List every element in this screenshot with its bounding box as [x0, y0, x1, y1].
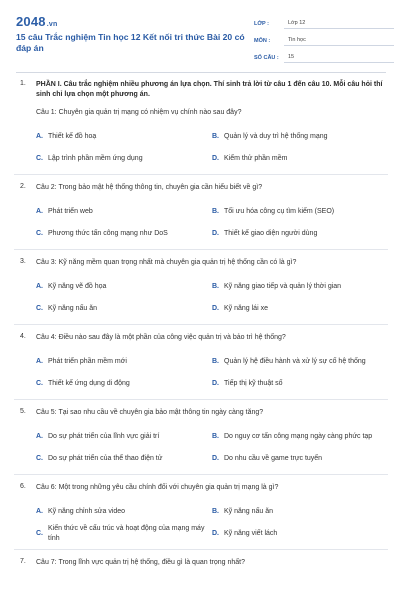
option-text: Do sự phát triển của lĩnh vực giải trí [48, 433, 160, 440]
option-letter: B. [212, 358, 219, 365]
question-4 [14, 333, 388, 395]
option-text: Tối ưu hóa công cụ tìm kiếm (SEO) [224, 208, 335, 215]
part-instructions: PHẦN I. Câu trắc nghiệm nhiều phương án lựa chọn. Thí sinh trả lời từ câu 1 đến câu 10. Mỗi câu hỏi thí sinh chỉ lựa chọn một phương án. [36, 81, 383, 98]
option-letter: C. [36, 455, 43, 462]
option-d[interactable] [212, 448, 388, 470]
item-number: 2. [20, 183, 26, 190]
item-number: 6. [20, 483, 26, 490]
meta-label: LỚP : [254, 21, 269, 27]
option-a[interactable] [36, 126, 212, 148]
option-letter: D. [212, 455, 219, 462]
option-letter: A. [36, 133, 43, 140]
option-letter: B. [212, 283, 219, 290]
question-6 [14, 483, 388, 545]
options [36, 351, 388, 395]
question-divider [14, 174, 388, 175]
option-b[interactable] [212, 276, 388, 298]
question-divider [14, 474, 388, 475]
option-text: Quản lý hệ điều hành và xử lý sự cố hệ thống [224, 358, 366, 365]
part-heading [14, 80, 388, 100]
option-text: Do nguy cơ tấn công mạng ngày càng phức tạp [224, 433, 373, 440]
option-letter: B. [212, 133, 219, 140]
option-letter: C. [36, 380, 43, 387]
option-text: Kiến thức về cấu trúc và hoạt động của mạng máy tính [48, 525, 205, 542]
option-text: Kỹ năng viết lách [224, 530, 278, 537]
option-text: Kỹ năng vẽ đồ họa [48, 283, 107, 290]
logo-tld: .vn [46, 21, 58, 28]
item-number: 5. [20, 408, 26, 415]
question-7 [14, 558, 388, 568]
options [36, 201, 388, 245]
option-letter: C. [36, 530, 43, 537]
meta-label: SỐ CÂU : [254, 55, 279, 61]
item-number: 3. [20, 258, 26, 265]
option-c[interactable] [36, 523, 212, 545]
question-text: Câu 5: Tại sao nhu cầu về chuyên gia bảo mật thông tin ngày càng tăng? [36, 409, 264, 416]
options [36, 126, 388, 170]
option-letter: C. [36, 230, 43, 237]
question-divider [14, 399, 388, 400]
option-letter: D. [212, 305, 219, 312]
header [16, 12, 388, 68]
option-c[interactable] [36, 298, 212, 320]
option-d[interactable] [212, 298, 388, 320]
option-letter: B. [212, 508, 219, 515]
option-text: Do sự phát triển của thể thao điện tử [48, 455, 163, 462]
question-text: Câu 2: Trong bảo mật hệ thống thông tin, chuyên gia cần hiểu biết về gì? [36, 184, 263, 191]
option-text: Thiết kế giao diện người dùng [224, 230, 318, 237]
question-list [14, 80, 388, 568]
option-text: Thiết kế ứng dụng di động [48, 380, 130, 387]
meta-row-count [254, 48, 394, 63]
question-text: Câu 3: Kỹ năng mềm quan trọng nhất mà chuyên gia quản trị hệ thống cần có là gì? [36, 259, 297, 266]
option-d[interactable] [212, 523, 388, 545]
option-letter: B. [212, 208, 219, 215]
option-a[interactable] [36, 201, 212, 223]
question-2 [14, 183, 388, 245]
meta-row-grade [254, 14, 394, 29]
option-text: Kỹ năng chỉnh sửa video [48, 508, 126, 515]
option-letter: D. [212, 230, 219, 237]
option-letter: D. [212, 155, 219, 162]
option-letter: A. [36, 508, 43, 515]
question-text: Câu 6: Một trong những yêu cầu chính đối với chuyên gia quản trị mạng là gì? [36, 484, 279, 491]
option-text: Phát triển web [48, 208, 93, 215]
document-title: 15 câu Trắc nghiệm Tin học 12 Kết nối tri thức Bài 20 có đáp án [16, 32, 245, 53]
option-letter: D. [212, 530, 219, 537]
question-text: Câu 1: Chuyên gia quản trị mạng có nhiệm vụ chính nào sau đây? [36, 109, 242, 116]
option-letter: C. [36, 155, 43, 162]
option-c[interactable] [36, 148, 212, 170]
options [36, 501, 388, 545]
question-divider [14, 324, 388, 325]
option-b[interactable] [212, 201, 388, 223]
question-divider [14, 249, 388, 250]
option-letter: D. [212, 380, 219, 387]
site-logo[interactable] [16, 14, 57, 29]
option-letter: C. [36, 305, 43, 312]
option-d[interactable] [212, 148, 388, 170]
option-a[interactable] [36, 276, 212, 298]
option-a[interactable] [36, 351, 212, 373]
option-text: Quản lý và duy trì hệ thống mạng [224, 133, 328, 140]
item-number: 7. [20, 558, 26, 565]
option-letter: A. [36, 283, 43, 290]
option-text: Tiếp thị kỹ thuật số [224, 380, 283, 387]
meta-label: MÔN : [254, 38, 271, 44]
option-text: Thiết kế đồ hoạ [48, 133, 97, 140]
item-number: 1. [20, 80, 26, 87]
option-letter: A. [36, 433, 43, 440]
option-d[interactable] [212, 223, 388, 245]
question-1 [14, 108, 388, 170]
option-letter: A. [36, 208, 43, 215]
option-text: Phương thức tấn công mạng như DoS [48, 230, 168, 237]
meta-value: Lớp 12 [284, 20, 394, 29]
option-a[interactable] [36, 501, 212, 523]
option-letter: B. [212, 433, 219, 440]
option-text: Kỹ năng lái xe [224, 305, 268, 312]
options [36, 426, 388, 470]
meta-value: Tin học [284, 37, 394, 46]
option-text: Kỹ năng giao tiếp và quản lý thời gian [224, 283, 342, 290]
option-a[interactable] [36, 426, 212, 448]
option-c[interactable] [36, 373, 212, 395]
option-d[interactable] [212, 373, 388, 395]
question-text: Câu 7: Trong lĩnh vực quản trị hệ thống, điều gì là quan trọng nhất? [36, 559, 245, 566]
meta-row-subject [254, 31, 394, 46]
option-b[interactable] [212, 501, 388, 523]
item-number: 4. [20, 333, 26, 340]
options [36, 276, 388, 320]
logo-text: 2048 [16, 14, 46, 29]
option-b[interactable] [212, 426, 388, 448]
option-c[interactable] [36, 448, 212, 470]
header-divider [16, 72, 386, 73]
option-text: Kỹ năng nấu ăn [48, 305, 98, 312]
option-text: Lập trình phần mềm ứng dụng [48, 155, 143, 162]
option-text: Kỹ năng nấu ăn [224, 508, 274, 515]
meta-value: 15 [284, 54, 394, 63]
question-5 [14, 408, 388, 470]
option-c[interactable] [36, 223, 212, 245]
option-b[interactable] [212, 126, 388, 148]
question-divider [14, 549, 388, 550]
question-text: Câu 4: Điều nào sau đây là một phần của công việc quản trị và bảo trì hệ thống? [36, 334, 286, 341]
option-text: Do nhu cầu về game trực tuyến [224, 455, 323, 462]
option-text: Phát triển phần mềm mới [48, 358, 127, 365]
option-b[interactable] [212, 351, 388, 373]
option-letter: A. [36, 358, 43, 365]
option-text: Kiểm thử phần mềm [224, 155, 288, 162]
meta-info [254, 14, 394, 65]
question-3 [14, 258, 388, 320]
